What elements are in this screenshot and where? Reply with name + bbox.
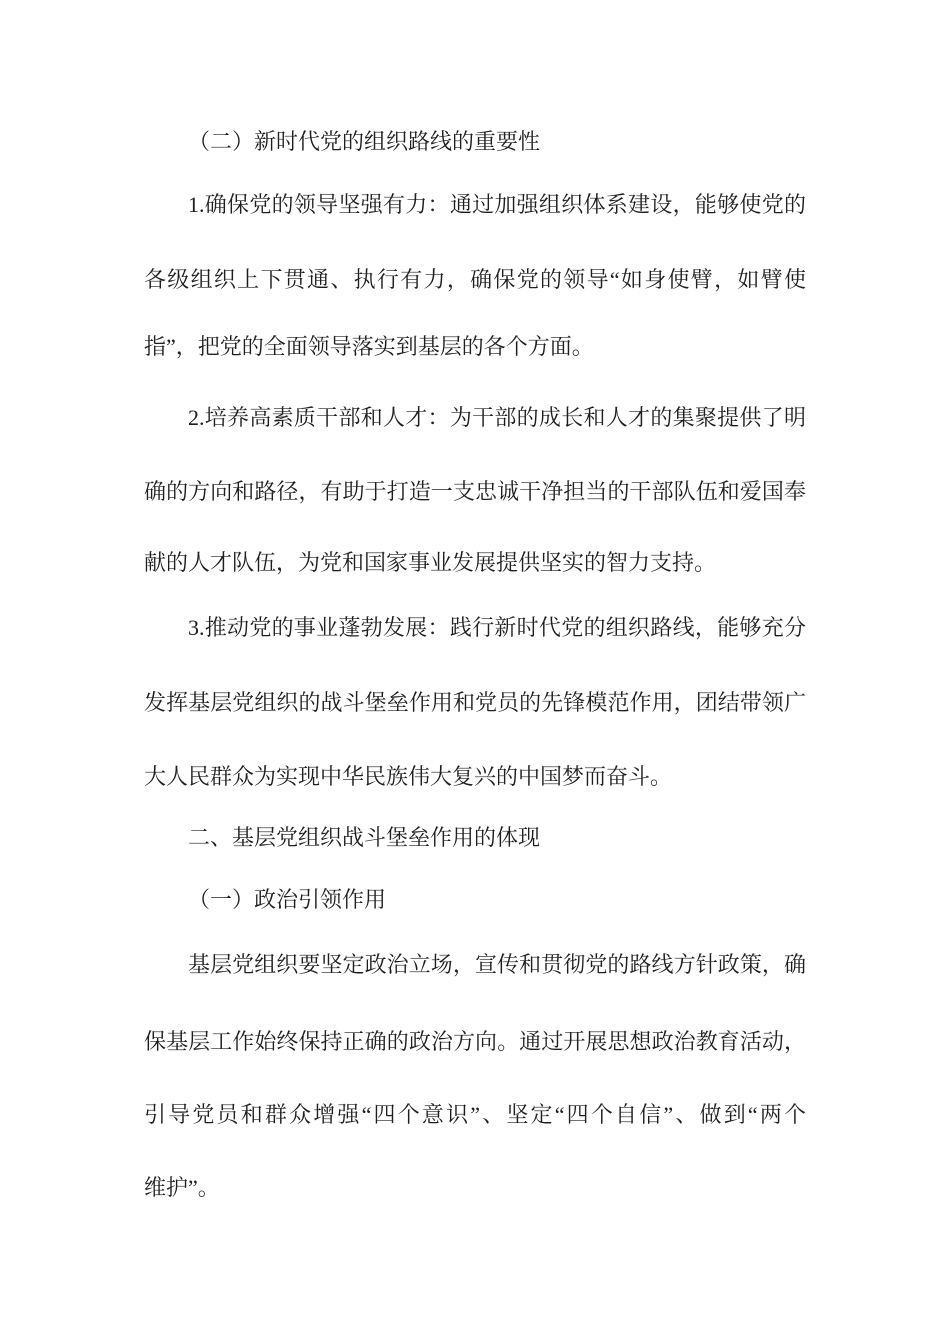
text-line: 献的人才队伍，为党和国家事业发展提供坚实的智力支持。 bbox=[144, 550, 717, 575]
text-line: 引导党员和群众增强“四个意识”、坚定“四个自信”、做到“两个 bbox=[144, 1102, 806, 1127]
text-line: 确的方向和路径，有助于打造一支忠诚干净担当的干部队伍和爱国奉 bbox=[144, 479, 806, 504]
text-line: 2.培养高素质干部和人才：为干部的成长和人才的集聚提供了明 bbox=[188, 405, 806, 430]
text-line: 各级组织上下贯通、执行有力，确保党的领导“如身使臂，如臂使 bbox=[144, 267, 806, 292]
heading-line: （二）新时代党的组织路线的重要性 bbox=[188, 129, 541, 154]
text-line: 指”，把党的全面领导落实到基层的各个方面。 bbox=[144, 334, 594, 359]
text-line: 1.确保党的领导坚强有力：通过加强组织体系建设，能够使党的 bbox=[188, 192, 806, 217]
text-line: 3.推动党的事业蓬勃发展：践行新时代党的组织路线，能够充分 bbox=[188, 615, 806, 640]
text-line: 维护”。 bbox=[144, 1175, 220, 1200]
text-line: 大人民群众为实现中华民族伟大复兴的中国梦而奋斗。 bbox=[144, 764, 673, 789]
heading-line: （一）政治引领作用 bbox=[188, 887, 387, 912]
text-line: 发挥基层党组织的战斗堡垒作用和党员的先锋模范作用，团结带领广 bbox=[144, 690, 806, 715]
text-line: 基层党组织要坚定政治立场，宣传和贯彻党的路线方针政策，确 bbox=[188, 952, 806, 977]
text-line: 保基层工作始终保持正确的政治方向。通过开展思想政治教育活动， bbox=[144, 1029, 806, 1054]
heading-line: 二、基层党组织战斗堡垒作用的体现 bbox=[188, 825, 541, 850]
